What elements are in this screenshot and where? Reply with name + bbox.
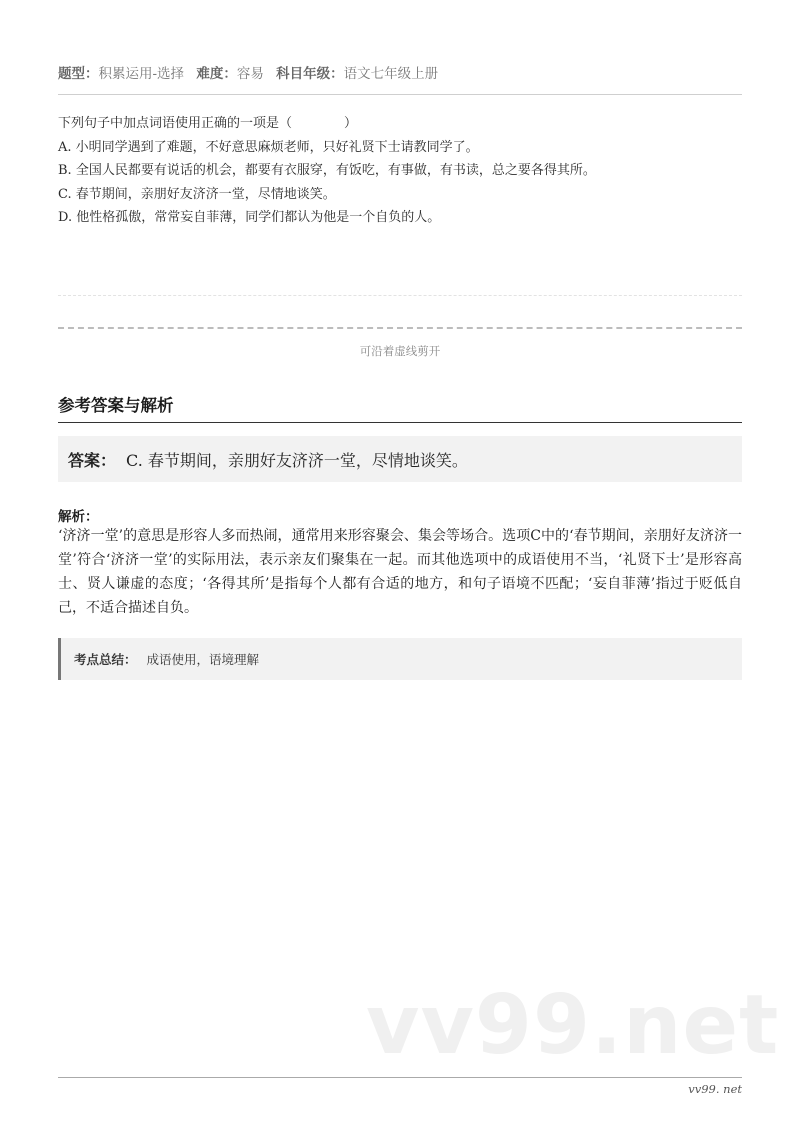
type-value: 积累运用-选择 (98, 66, 185, 82)
reference-section-title: 参考答案与解析 (58, 392, 742, 423)
light-dashed-divider (58, 295, 742, 296)
summary-label: 考点总结： (74, 652, 137, 667)
grade-value: 语文七年级上册 (343, 66, 439, 82)
footer-divider (58, 1077, 742, 1078)
question-meta (58, 62, 742, 95)
summary-value: 成语使用，语境理解 (146, 652, 260, 667)
answer-label: 答案： (68, 450, 117, 470)
footer-site: vv99. net (688, 1082, 742, 1096)
option-a: A. 小明同学遇到了难题，不好意思麻烦老师，只好礼贤下士请教同学了。 (58, 139, 479, 155)
option-c: C. 春节期间，亲朋好友济济一堂，尽情地谈笑。 (58, 186, 336, 202)
option-d: D. 他性格孤傲，常常妄自菲薄，同学们都认为他是一个自负的人。 (58, 210, 441, 225)
difficulty-label: 难度： (196, 66, 237, 82)
type-label: 题型： (58, 66, 99, 82)
question-stem: 下列句子中加点词语使用正确的一项是（ ） (58, 116, 358, 131)
analysis-label: 解析： (58, 509, 99, 525)
option-b: B. 全国人民都要有说话的机会，都要有衣服穿，有饭吃，有事做，有书读，总之要各得其所。 (58, 163, 596, 178)
difficulty-value: 容易 (236, 66, 264, 82)
cut-line (58, 327, 742, 329)
cut-line-caption: 可沿着虚线剪开 (359, 344, 441, 358)
answer-box (58, 436, 742, 482)
watermark: vv99.net (366, 978, 780, 1073)
question-block (58, 112, 742, 230)
grade-label: 科目年级： (276, 66, 344, 82)
answer-value: C. 春节期间，亲朋好友济济一堂，尽情地谈笑。 (126, 450, 468, 470)
key-points-box (58, 638, 742, 680)
analysis-text: ‘济济一堂’的意思是形容人多而热闹，通常用来形容聚会、集会等场合。选项C中的‘春节期间，亲朋好友济济一堂’符合‘济济一堂’的实际用法，表示亲友们聚集在一起。而其他选项中的成语使用不当，‘礼贤下士’是形容高士、贤人谦虚的态度；‘各得其所’是指每个人都有合适的地方，和句子语境不匹配；‘妄自菲薄’指过于贬低自己，不适合描述自负。 (58, 528, 742, 616)
